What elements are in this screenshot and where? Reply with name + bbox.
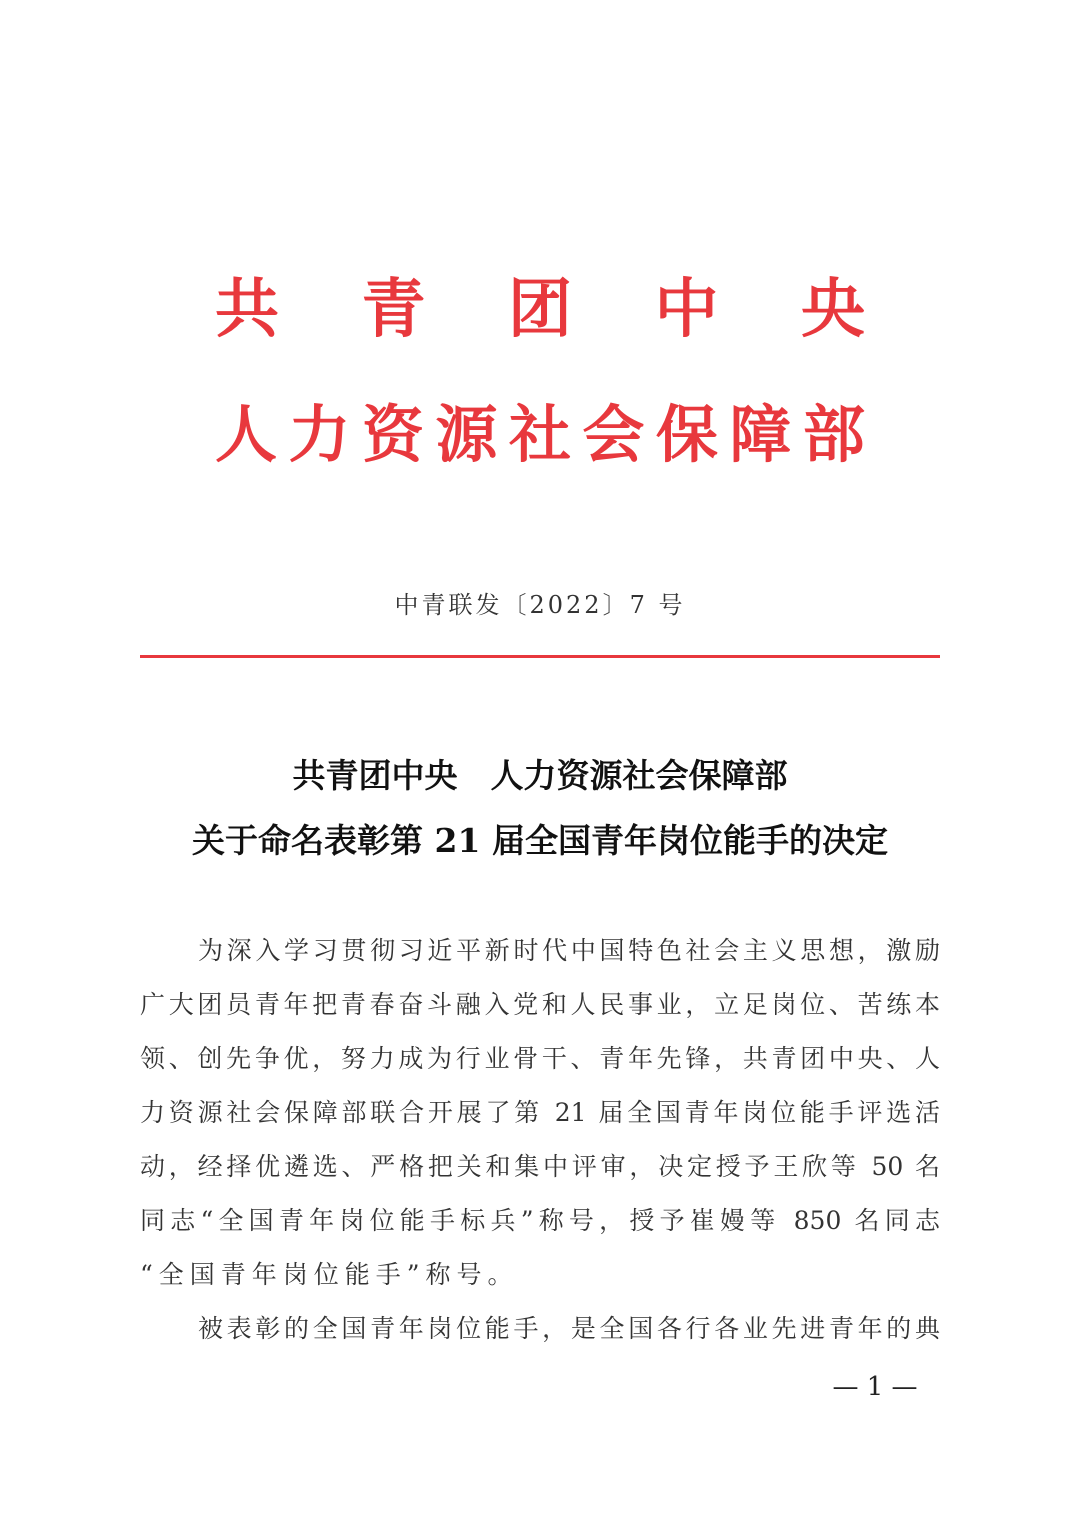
document-title-line-2: 关于命名表彰第 21 届全国青年岗位能手的决定	[192, 821, 888, 860]
body-line: “全国青年岗位能手”称号。	[140, 1260, 519, 1289]
issuer-line-2	[215, 395, 865, 475]
issuer-char: 社	[508, 398, 571, 471]
body-line: 力资源社会保障部联合开展了第 21 届全国青年岗位能手评选活	[140, 1098, 940, 1127]
issuer-char: 人	[215, 398, 278, 471]
issuer-char: 会	[582, 398, 645, 471]
issuer-char: 青	[361, 272, 426, 347]
body-line: 被表彰的全国青年岗位能手，是全国各行各业先进青年的典	[198, 1314, 940, 1343]
document-title-line-1: 共青团中央 人力资源社会保障部	[292, 756, 788, 795]
body-line: 动，经择优遴选、严格把关和集中评审，决定授予王欣等 50 名	[140, 1152, 940, 1181]
body-line: 同志“全国青年岗位能手标兵”称号，授予崔嫚等 850 名同志	[140, 1206, 940, 1235]
issuer-char: 共	[215, 272, 279, 347]
body-line: 为深入学习贯彻习近平新时代中国特色社会主义思想，激励	[198, 936, 940, 965]
red-divider	[140, 655, 940, 658]
issuer-char: 障	[729, 398, 792, 471]
issuer-char: 力	[288, 398, 351, 471]
issuer-char: 中	[654, 272, 719, 347]
issuer-char: 部	[802, 398, 865, 471]
issuer-char: 保	[655, 398, 718, 471]
document-body	[140, 930, 940, 1362]
body-line: 广大团员青年把青春奋斗融入党和人民事业，立足岗位、苦练本	[140, 990, 940, 1019]
issuer-char: 团	[508, 272, 572, 347]
issuer-char: 源	[435, 398, 498, 471]
page-number: — 1 —	[832, 1372, 918, 1402]
body-line: 领、创先争优，努力成为行业骨干、青年先锋，共青团中央、人	[140, 1044, 940, 1073]
issuer-char: 央	[801, 272, 865, 347]
document-number: 中青联发〔2022〕7 号	[394, 591, 686, 619]
issuer-char: 资	[361, 398, 424, 471]
issuer-line-1	[215, 270, 865, 350]
